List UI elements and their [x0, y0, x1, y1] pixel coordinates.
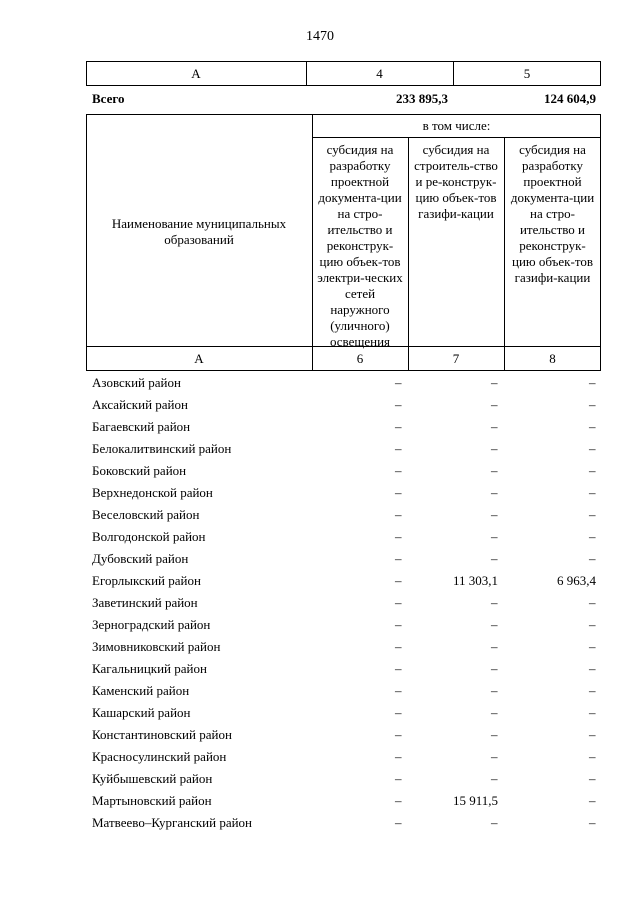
table-row: [92, 416, 598, 438]
col6-value: –: [395, 727, 402, 742]
col6-value: –: [395, 507, 402, 522]
table-row: [92, 482, 598, 504]
municipality-name: Белокалитвинский район: [92, 441, 232, 456]
col7-value: –: [491, 397, 498, 412]
table-row: [92, 812, 598, 834]
col6-value: –: [395, 815, 402, 830]
col8-value: –: [589, 617, 596, 632]
table-row: [92, 570, 598, 592]
col8-value: –: [589, 661, 596, 676]
col8-value: –: [589, 441, 596, 456]
municipality-name: Багаевский район: [92, 419, 191, 434]
col7-value: 15 911,5: [453, 793, 499, 808]
municipality-name: Азовский район: [92, 375, 181, 390]
col6-value: –: [395, 419, 402, 434]
col8-header: субсидия на разработку проектной документа-ции на стро-ительство и реконструк-цию объек-тов газифи-кации: [510, 142, 595, 285]
num-col-6: 6: [356, 351, 364, 366]
col6-value: –: [395, 551, 402, 566]
municipality-name: Волгодонской район: [92, 529, 206, 544]
table-row: [92, 614, 598, 636]
col8-value: –: [589, 683, 596, 698]
col7-value: –: [491, 507, 498, 522]
col8-value: –: [589, 375, 596, 390]
table-row: [92, 592, 598, 614]
col6-value: –: [395, 749, 402, 764]
col8-value: –: [589, 727, 596, 742]
table-row: [92, 460, 598, 482]
col7-value: –: [491, 375, 498, 390]
col8-value: –: [589, 705, 596, 720]
col6-value: –: [395, 793, 402, 808]
col8-value: –: [589, 419, 596, 434]
data-rows: [92, 372, 598, 834]
municipality-name: Дубовский район: [92, 551, 189, 566]
num-col-8: 8: [549, 351, 556, 366]
col7-value: –: [491, 529, 498, 544]
col8-value: –: [589, 793, 596, 808]
municipality-name: Мартыновский район: [92, 793, 212, 808]
top-col-a: А: [191, 66, 201, 81]
col7-value: –: [491, 595, 498, 610]
col8-value: –: [589, 771, 596, 786]
table-row: [92, 680, 598, 702]
col8-value: –: [589, 815, 596, 830]
col8-value: –: [589, 463, 596, 478]
col7-value: –: [491, 705, 498, 720]
col7-value: –: [491, 815, 498, 830]
table-row: [92, 702, 598, 724]
table-row: [92, 724, 598, 746]
col6-value: –: [395, 573, 402, 588]
table-row: [92, 372, 598, 394]
table-row: [92, 636, 598, 658]
col6-value: –: [395, 485, 402, 500]
table-row: [92, 790, 598, 812]
col7-value: –: [491, 419, 498, 434]
col6-value: –: [395, 683, 402, 698]
col6-value: –: [395, 375, 402, 390]
total-value-5: 124 604,9: [544, 91, 596, 106]
col7-value: –: [491, 727, 498, 742]
col6-value: –: [395, 617, 402, 632]
municipality-name: Верхнедонской район: [92, 485, 213, 500]
table-row: [92, 504, 598, 526]
municipality-name: Егорлыкский район: [92, 573, 201, 588]
col7-value: –: [491, 639, 498, 654]
top-col-5: 5: [523, 66, 531, 81]
col6-header: субсидия на разработку проектной документа-ции на стро-ительство и реконструк-цию объек-тов электри-ческих сетей наружного (уличного) освещения: [317, 142, 403, 349]
col8-value: –: [589, 507, 596, 522]
top-col-4: 4: [376, 66, 383, 81]
col7-value: –: [491, 617, 498, 632]
col8-value: 6 963,4: [557, 573, 596, 588]
table-row: [92, 548, 598, 570]
col8-value: –: [589, 397, 596, 412]
col6-value: –: [395, 441, 402, 456]
group-label: в том числе:: [422, 118, 491, 133]
col7-value: –: [491, 771, 498, 786]
col7-value: –: [491, 463, 498, 478]
municipality-name: Красносулинский район: [92, 749, 227, 764]
name-column-header: Наименование муниципальных образований: [111, 216, 287, 247]
col7-value: –: [491, 485, 498, 500]
table-row: [92, 438, 598, 460]
municipality-name: Зимовниковский район: [92, 639, 221, 654]
municipality-name: Зерноградский район: [92, 617, 211, 632]
col7-value: 11 303,1: [453, 573, 499, 588]
col8-value: –: [589, 595, 596, 610]
table-row: [92, 746, 598, 768]
col6-value: –: [395, 639, 402, 654]
municipality-name: Кагальницкий район: [92, 661, 207, 676]
municipality-name: Веселовский район: [92, 507, 200, 522]
col7-value: –: [491, 661, 498, 676]
col8-value: –: [589, 551, 596, 566]
col8-value: –: [589, 639, 596, 654]
col6-value: –: [395, 661, 402, 676]
col6-value: –: [395, 771, 402, 786]
total-value-4: 233 895,3: [396, 91, 448, 106]
num-col-a: А: [194, 351, 204, 366]
municipality-name: Заветинский район: [92, 595, 198, 610]
total-label: Всего: [92, 91, 125, 106]
table-row: [92, 394, 598, 416]
col7-value: –: [491, 683, 498, 698]
col6-value: –: [395, 529, 402, 544]
table-row: [92, 768, 598, 790]
col6-value: –: [395, 595, 402, 610]
num-col-7: 7: [452, 351, 460, 366]
col7-value: –: [491, 441, 498, 456]
col7-value: –: [491, 749, 498, 764]
col6-value: –: [395, 397, 402, 412]
col8-value: –: [589, 485, 596, 500]
page-number: 1470: [306, 29, 334, 44]
municipality-name: Каменский район: [92, 683, 190, 698]
col6-value: –: [395, 463, 402, 478]
col8-value: –: [589, 529, 596, 544]
col7-value: –: [491, 551, 498, 566]
municipality-name: Аксайский район: [92, 397, 188, 412]
col7-header: субсидия на строитель-ство и ре-конструк-цию объек-тов газифи-кации: [414, 142, 498, 221]
municipality-name: Куйбышевский район: [92, 771, 213, 786]
col6-value: –: [395, 705, 402, 720]
municipality-name: Кашарский район: [92, 705, 191, 720]
municipality-name: Матвеево–Курганский район: [92, 815, 253, 830]
table-row: [92, 658, 598, 680]
col8-value: –: [589, 749, 596, 764]
table-row: [92, 526, 598, 548]
municipality-name: Боковский район: [92, 463, 187, 478]
municipality-name: Константиновский район: [92, 727, 232, 742]
